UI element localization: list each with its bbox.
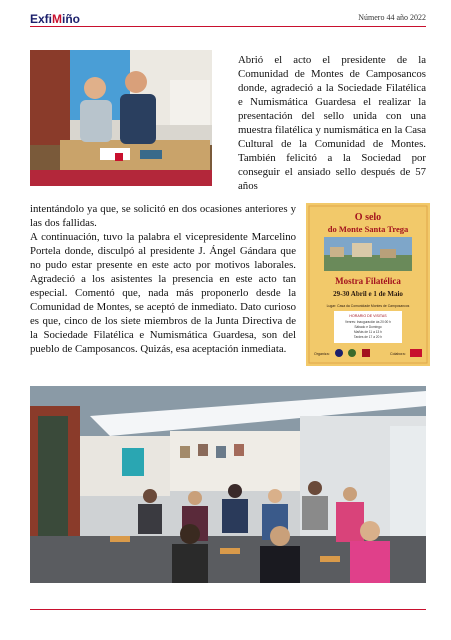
poster-hours-title: HORARIO DE VISITAS: [349, 314, 387, 318]
organizer-logo-icon: [335, 349, 343, 357]
poster-organiza: Organiza:: [314, 352, 330, 356]
poster-hours-line2: Sábado e Domingo: [354, 325, 382, 329]
poster-title-line2: do Monte Santa Trega: [327, 224, 409, 234]
article-paragraph-2: A continuación, tuvo la palabra el vicepresidente Marcelino Portela donde, disculpó al presidente J. Ángel Gándara que no pudo estar presente en este acto por motivos laborales. Agradeció a los asistentes la presencia en este acto tan especial. Comentó que, nada más proponerlo desde la Comunidad de Montes, se aceptó de inmediato. Dato curioso es que, cinco de los siete miembros de la Junta Directiva de la Sociedade Filatélica e Numismática Guardesa, son del pueblo de Camposancos. Quizás, esa aceptación inmediata.: [30, 231, 296, 355]
magazine-logo: ExfiMiño: [30, 12, 81, 26]
poster-colabora: Colabora:: [390, 352, 406, 356]
footer-rule: [30, 609, 426, 610]
poster-title-line1: O selo: [354, 212, 382, 223]
photo-audience: [30, 386, 426, 583]
photo-speakers: [30, 50, 212, 186]
poster-venue: Lugar: Casa da Comunidade Montes de Camposancos: [326, 304, 410, 308]
poster-hours-line3: Mañás de 11 a 13 h: [354, 330, 382, 334]
page-header: [30, 12, 426, 26]
poster-hours-line4: Tardes de 17 a 20 h: [353, 335, 383, 339]
article-paragraph-1-cont: intentándolo ya que, se solicitó en dos ocasiones anteriores y las dos fallidas.: [30, 203, 296, 229]
issue-number: Número 44 año 2022: [358, 13, 426, 22]
article-paragraph-1: Abrió el acto el presidente de la Comunidad de Montes de Camposancos donde, agradeció a la Sociedade Filatélica e Numismática Guardesa el realizar la presentación del sello unida con una muestra filatélica y numismática en la Casa Cultural de la Comunidad de Montes. También felicitó a la Sociedad por conseguir el ansiado sello después de 57 años: [238, 54, 426, 192]
header-rule: [30, 26, 426, 27]
organizer-logo2-icon: [348, 349, 356, 357]
exhibition-poster: [306, 203, 430, 366]
sponsor-logo-icon: [410, 349, 422, 357]
poster-subtitle: Mostra Filatélica: [335, 276, 401, 286]
article-body-left: [30, 202, 296, 356]
poster-dates: 29-30 Abril e 1 de Maio: [333, 290, 403, 298]
organizer-logo3-icon: [362, 349, 370, 357]
poster-hours-line1: Venres: Inauguración ás 20:00 h: [345, 320, 391, 324]
